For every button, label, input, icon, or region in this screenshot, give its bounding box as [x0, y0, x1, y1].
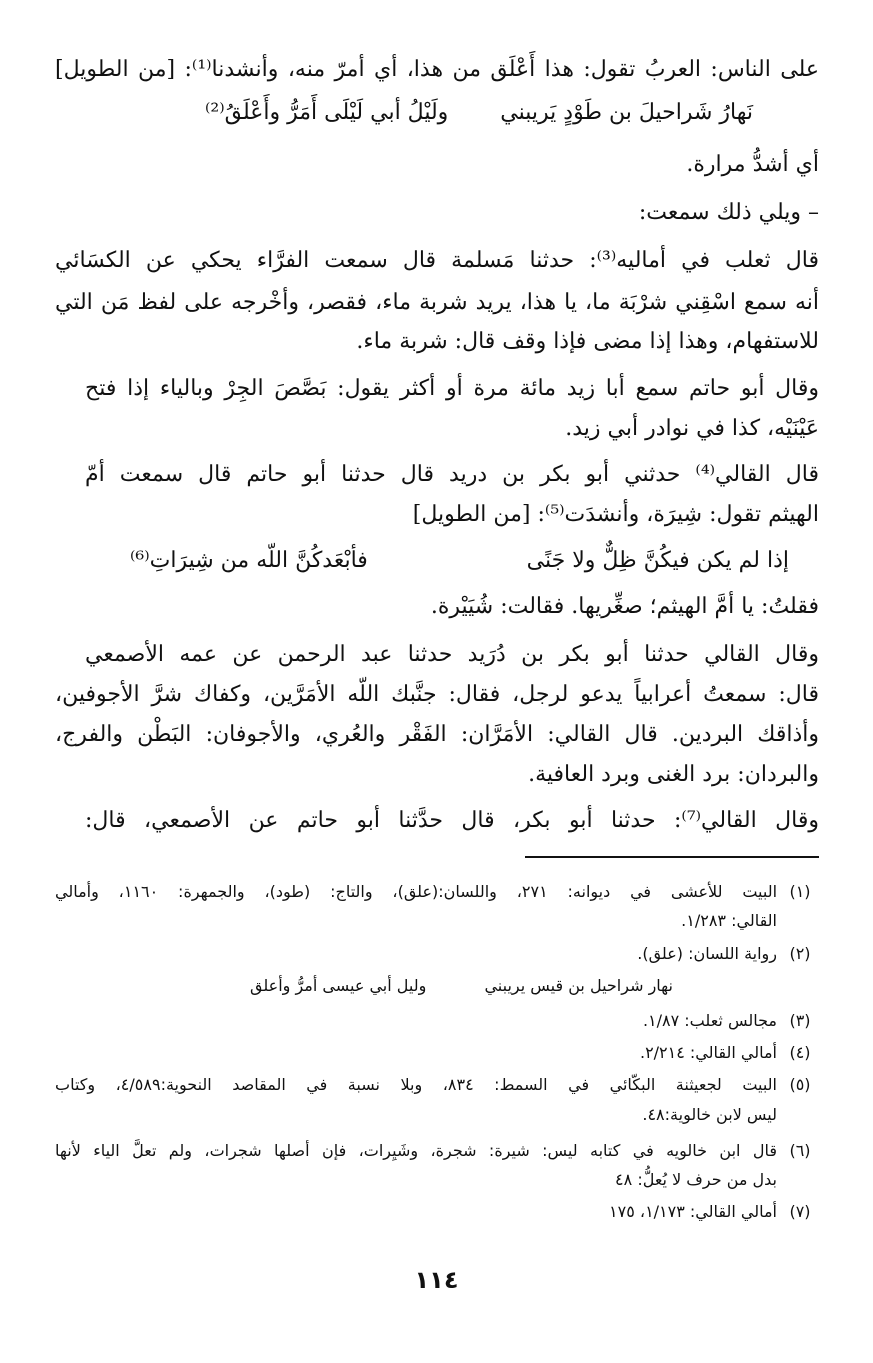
body-line: قال ثعلب في أماليه⁽³⁾: حدثنا مَسلمة قال سمعت الفرَّاء يحكي عن الكسَائي — [55, 248, 819, 273]
body-line: أي أشدُّ مرارة. — [686, 152, 819, 177]
body-line: وقال أبو حاتم سمع أبا زيد مائة مرة أو أكثر يقول: بَصَّصَ الجِرْ وبالياء إذا فتح — [85, 376, 819, 401]
footnote-text: البيت لجعيثنة البكّائي في السمط: ٨٣٤، وبلا نسبة في المقاصد النحوية:٤/٥٨٩، وكتاب — [55, 1075, 777, 1094]
poem-2-right-hemistich: إذا لم يكن فيكُنَّ ظِلٌّ ولا جَنًى — [526, 548, 789, 573]
body-line: قال: سمعتُ أعرابياً يدعو لرجل، فقال: جنَّبك اللّه الأمَرَّين، وكفاك شرَّ الأجوفين، — [55, 682, 819, 707]
footnote-verse-left: وليل أبي عيسى أمرُّ وأعلق — [250, 976, 427, 995]
footnote-number: (٣) — [789, 1011, 811, 1030]
footnote-number: (٥) — [789, 1075, 811, 1094]
poem-1-right-hemistich: نَهارُ شَراحيلَ بن طَوْدٍ يَريبني — [500, 100, 753, 125]
footnote-number: (٤) — [789, 1043, 811, 1062]
poem-2-left-hemistich: فأبْعَدكُنَّ اللّه من شِيرَاتِ⁽⁶⁾ — [130, 548, 368, 573]
body-line: – ويلي ذلك سمعت: — [638, 200, 819, 225]
footnote-text: أمالي القالي: ٢/٢١٤. — [639, 1043, 777, 1062]
footnote-text: قال ابن خالويه في كتابه ليس: شيرة: شجرة، وشَيِرات، فإن أصلها شجرات، ولم تعلَّ الياء لأنها — [55, 1141, 777, 1160]
footnote-verse-right: نهار شراحيل بن قيس يريبني — [484, 976, 673, 995]
body-line: للاستفهام، وهذا إذا مضى فإذا وقف قال: شربة ماء. — [356, 329, 819, 354]
body-line: على الناس: العربُ تقول: هذا أَعْلَق من هذا، أي أمرّ منه، وأنشدنا⁽¹⁾: [من الطويل] — [55, 57, 819, 82]
body-line: عَيْنَيْه، كذا في نوادر أبي زيد. — [565, 416, 819, 441]
footnote-text: رواية اللسان: (علق). — [637, 944, 777, 963]
body-line: فقلتُ: يا أمَّ الهيثم؛ صغِّريها. فقالت: شُيَيْرة. — [430, 594, 819, 619]
footnote-text: أمالي القالي: ١/١٧٣، ١٧٥ — [609, 1202, 777, 1221]
body-line: قال القالي⁽⁴⁾ حدثني أبو بكر بن دريد قال حدثنا أبو حاتم قال سمعت أمّ — [85, 462, 819, 487]
footnote-number: (١) — [789, 882, 811, 901]
footnote-number: (٧) — [789, 1202, 811, 1221]
body-line: أنه سمع اسْقِني شرْبَة ما، يا هذا، يريد شربة ماء، فقصر، وأخْرجه على لفظ مَن التي — [55, 290, 819, 315]
body-line: وقال القالي⁽⁷⁾: حدثنا أبو بكر، قال حدَّثنا أبو حاتم عن الأصمعي، قال: — [85, 808, 819, 833]
footnote-text: القالي: ١/٢٨٣. — [681, 911, 777, 930]
poem-1-left-hemistich: ولَيْلُ أبي لَيْلَى أَمَرُّ وأَعْلَقُ⁽²⁾ — [205, 100, 449, 125]
footnote-text: ليس لابن خالوية:٤٨. — [642, 1105, 777, 1124]
footnote-text: البيت للأعشى في ديوانه: ٢٧١، واللسان:(علق)، والتاج: (طود)، والجمهرة: ١١٦٠، وأمالي — [55, 882, 778, 901]
page-number: ١١٤ — [414, 1266, 459, 1294]
body-line: الهيثم تقول: شِيرَة، وأنشدَت⁽⁵⁾: [من الطويل] — [412, 502, 819, 527]
footnote-text: مجالس ثعلب: ١/٨٧. — [642, 1011, 777, 1030]
body-line: وأذاقك البردين. قال القالي: الأمَرَّان: الفَقْر والعُري، والأجوفان: البَطْن والفرج، — [55, 722, 819, 747]
footnote-text: بدل من حرف لا يُعلُّ: ٤٨ — [615, 1170, 777, 1189]
body-line: والبردان: برد الغنى وبرد العافية. — [528, 762, 819, 787]
body-line: وقال القالي حدثنا أبو بكر بن دُرَيد حدثنا عبد الرحمن عن عمه الأصمعي — [85, 642, 819, 667]
footnote-number: (٦) — [789, 1141, 811, 1160]
footnote-separator — [525, 856, 819, 858]
footnote-number: (٢) — [789, 944, 811, 963]
